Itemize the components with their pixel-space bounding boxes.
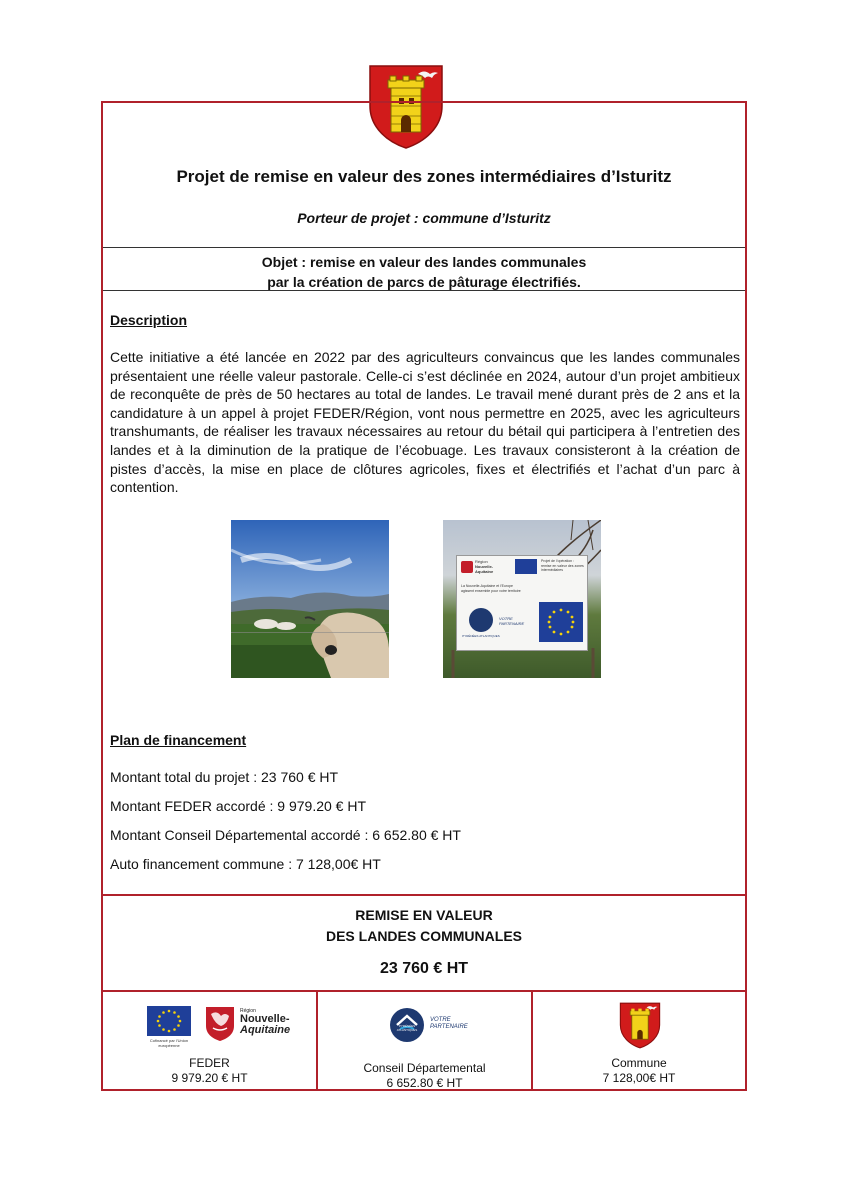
summary-divider [103, 894, 745, 896]
funder-commune [533, 1056, 745, 1086]
project-owner: Porteur de projet : commune d’Isturitz [297, 210, 551, 226]
page-title: Projet de remise en valeur des zones intermédiaires d’Isturitz [176, 167, 672, 186]
financing-departement: Montant Conseil Départemental accordé : 6 652.80 € HT [110, 827, 461, 843]
sign-eu-large-flag-icon [539, 602, 583, 642]
commune-coat-of-arms-icon [618, 1001, 662, 1049]
sign-dept-name: PYRÉNÉES ATLANTIQUES [462, 634, 500, 638]
summary-title-line-1: REMISE EN VALEUR [355, 907, 493, 923]
departement-name: PYRÉNÉES ATLANTIQUES [396, 1024, 418, 1032]
object-line-1: Objet : remise en valeur des landes communales [261, 254, 587, 270]
description-heading: Description [110, 312, 188, 328]
feder-sign-board [456, 555, 588, 651]
eu-caption: Cofinancé par l’Union européenne [149, 1038, 189, 1048]
project-object [103, 252, 745, 292]
summary-title [103, 905, 745, 947]
summary-amount: 23 760 € HT [379, 960, 469, 977]
funder-feder-amount: 9 979.20 € HT [171, 1071, 248, 1085]
object-line-2: par la création de parcs de pâturage électrifiés. [267, 274, 581, 290]
eu-flag-icon [147, 1006, 191, 1036]
funder-commune-amount: 7 128,00€ HT [602, 1071, 676, 1085]
partner-text: VOTRE PARTENAIRE [430, 1017, 468, 1030]
funder-departement-name: Conseil Départemental [363, 1061, 486, 1075]
funder-departement-amount: 6 652.80 € HT [386, 1076, 463, 1090]
summary-title-line-2: DES LANDES COMMUNALES [325, 928, 522, 944]
financing-total: Montant total du projet : 23 760 € HT [110, 769, 339, 785]
funder-commune-name: Commune [611, 1056, 667, 1070]
nouvelle-aquitaine-logo-icon [203, 1004, 237, 1042]
funders-divider [103, 990, 745, 992]
financing-commune: Auto financement commune : 7 128,00€ HT [110, 856, 381, 872]
cow-landscape-photo [231, 520, 389, 678]
region-name: Région Nouvelle- Aquitaine [240, 1008, 291, 1036]
sign-eu-text: Projet de l’opération : remise en valeur des zones intermédiaires [541, 559, 584, 572]
funder-departement [318, 1061, 531, 1091]
sign-eu-flag-icon [515, 559, 537, 574]
sign-partner-text: VOTRE PARTENAIRE [499, 616, 525, 626]
financing-feder: Montant FEDER accordé : 9 979.20 € HT [110, 798, 367, 814]
region-logo-icon [461, 561, 473, 573]
sign-main-text: La Nouvelle-Aquitaine et l’Europe agissent ensemble pour votre territoire [461, 584, 521, 593]
divider [103, 290, 745, 291]
sign-region-name: Région Nouvelle- Aquitaine [475, 559, 494, 574]
feder-sign-photo [443, 520, 601, 678]
sign-region-block [461, 559, 519, 579]
financing-heading: Plan de financement [110, 732, 247, 748]
sign-dept-logo-icon [469, 608, 493, 632]
description-text: Cette initiative a été lancée en 2022 par des agriculteurs convaincus que les landes communales présentaient une réelle valeur pastorale. Celle-ci s’est déclinée en 2024, autour d’un projet ambitieux de reconquête de près de 50 hectares au total de landes. Le travail mené durant près de 2 ans et la candidature à un appel à projet FEDER/Région, vont nous permettre en 2025, avec les agriculteurs transhumants, de réaliser les travaux nécessaires au retour du bétail qui participera à l’entretien des landes et à la diminution de la pratique de l’écobuage. Les travaux consisteront à la création de pistes d’accès, la mise en place de clôtures agricoles, fixes et électrifiés et l’achat d’un parc à contention. [110, 349, 740, 496]
funder-feder [103, 1056, 316, 1086]
divider [103, 247, 745, 248]
funder-feder-name: FEDER [189, 1056, 230, 1070]
